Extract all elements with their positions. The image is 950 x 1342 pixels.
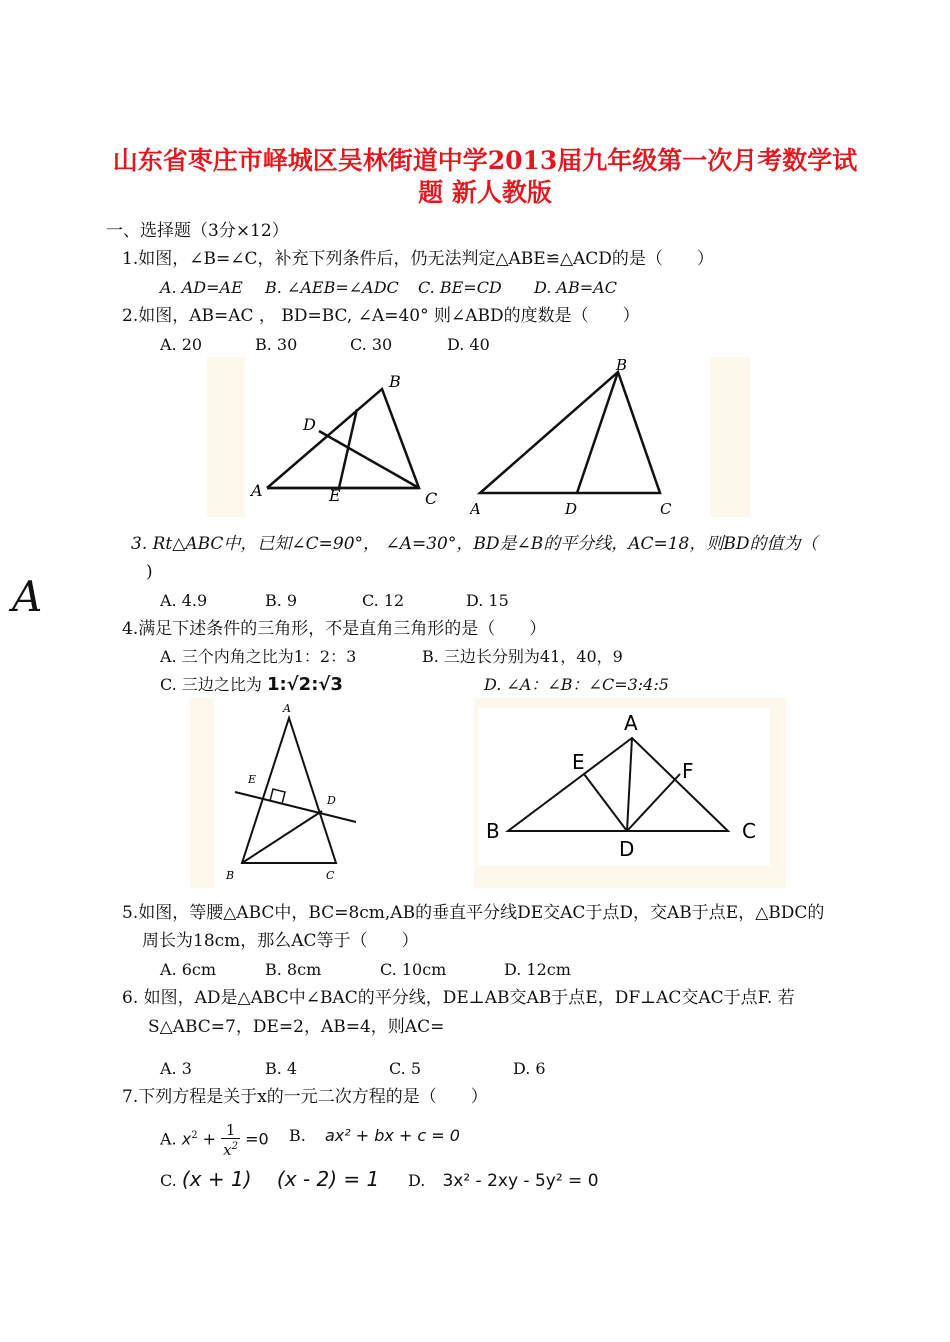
q3-option-b: B. 9 — [265, 591, 298, 610]
q7-option-b-prefix: B. — [289, 1126, 306, 1145]
q7-a-denominator — [221, 1139, 240, 1158]
q7-option-a — [160, 1118, 269, 1158]
q6-option-c: C. 5 — [389, 1059, 422, 1078]
fig2-label-b: B — [616, 357, 628, 374]
fig4-label-b: B — [486, 819, 500, 843]
q3-option-a: A. 4.9 — [160, 591, 208, 610]
figure-q1 — [207, 357, 467, 517]
page-title-line-1: 山东省枣庄市峄城区吴林街道中学2013届九年级第一次月考数学试 — [112, 146, 858, 175]
q7-a-x: x — [181, 1129, 192, 1149]
q7-option-d-prefix: D. — [408, 1171, 426, 1190]
q4-option-c-text: C. 三边之比为 — [160, 675, 262, 694]
q1-option-d: D. AB=AC — [534, 278, 617, 297]
q7-option-b — [289, 1125, 460, 1147]
question-5-stem-cont: 周长为18cm，那么AC等于（ ） — [142, 931, 419, 951]
fig1-label-b: B — [389, 372, 401, 391]
side-mark: A — [12, 572, 43, 621]
question-6-stem-cont: S△ABC=7，DE=2，AB=4，则AC= — [148, 1017, 445, 1037]
fig3-label-d: D — [327, 794, 336, 807]
q7-a-numerator: 1 — [221, 1122, 240, 1139]
page-title-line-2: 题 新人教版 — [418, 178, 552, 207]
q4-option-d: D. ∠A：∠B：∠C=3:4:5 — [484, 675, 669, 694]
question-3-stem: 3. Rt△ABC中，已知∠C=90°， ∠A=30°，BD是∠B的平分线，AC=18，则BD的值为（ — [131, 534, 818, 554]
q2-option-d: D. 40 — [447, 335, 490, 354]
figure-q5 — [190, 698, 370, 888]
fig4-label-f: F — [682, 759, 694, 783]
q5-option-a: A. 6cm — [160, 960, 217, 979]
q7-a-rhs: =0 — [245, 1129, 269, 1149]
fig1-label-c: C — [425, 489, 438, 508]
question-7-stem: 7.下列方程是关于x的一元二次方程的是（ ） — [122, 1087, 488, 1107]
q6-option-b: B. 4 — [265, 1059, 298, 1078]
q1-option-b: B. ∠AEB=∠ADC — [265, 278, 399, 297]
q7-a-exp: 2 — [191, 1130, 198, 1141]
q4-option-b: B. 三边长分别为41，40，9 — [422, 647, 623, 666]
figure-q6 — [474, 698, 786, 888]
fig3-label-c: C — [326, 869, 335, 882]
q7-option-a-prefix: A. — [160, 1129, 177, 1149]
fig4-label-c: C — [742, 819, 756, 843]
q7-a-den-x: x — [223, 1140, 232, 1159]
q3-option-d: D. 15 — [466, 591, 509, 610]
fig1-label-a: A — [251, 481, 263, 500]
question-1-stem: 1.如图，∠B=∠C，补充下列条件后，仍无法判定△ABE≌△ACD的是（ ） — [122, 249, 714, 269]
fig3-label-b: B — [226, 869, 235, 882]
q5-option-d: D. 12cm — [504, 960, 571, 979]
q2-option-b: B. 30 — [255, 335, 298, 354]
question-6-stem: 6. 如图，AD是△ABC中∠BAC的平分线，DE⊥AB交AB于点E，DF⊥AC交AC于点F. 若 — [122, 988, 795, 1008]
fig3-label-a: A — [283, 702, 291, 715]
fig1-label-d: D — [303, 415, 316, 434]
fig2-label-c: C — [660, 500, 672, 517]
question-5-stem: 5.如图，等腰△ABC中，BC=8cm,AB的垂直平分线DE交AC于点D，交AB于点E，△BDC的 — [122, 903, 825, 923]
q5-option-b: B. 8cm — [265, 960, 322, 979]
fig3-label-e: E — [248, 773, 257, 786]
fig2-label-a: A — [470, 500, 481, 517]
fig4-label-a: A — [624, 711, 638, 735]
q6-option-d: D. 6 — [513, 1059, 546, 1078]
fig4-label-e: E — [572, 750, 585, 774]
q7-option-d — [408, 1170, 599, 1192]
q7-d-equation: 3x² - 2xy - 5y² = 0 — [442, 1171, 599, 1191]
figure-q2 — [470, 357, 750, 517]
section-heading: 一、选择题（3分×12） — [106, 221, 289, 241]
q2-option-c: C. 30 — [350, 335, 393, 354]
question-4-stem: 4.满足下述条件的三角形，不是直角三角形的是（ ） — [122, 619, 547, 639]
q4-option-c — [160, 674, 343, 696]
q2-option-a: A. 20 — [160, 335, 203, 354]
q1-option-c: C. BE=CD — [418, 278, 502, 297]
q1-option-a: A. AD=AE — [160, 278, 243, 297]
q7-a-plus: + — [202, 1129, 217, 1149]
q6-option-a: A. 3 — [160, 1059, 192, 1078]
q3-option-c: C. 12 — [362, 591, 405, 610]
question-3-stem-cont: ) — [146, 562, 153, 582]
question-2-stem: 2.如图，AB=AC ， BD=BC, ∠A=40° 则∠ABD的度数是（ ） — [122, 306, 640, 326]
q7-a-den-exp: 2 — [231, 1140, 239, 1152]
q7-c-equation: (x + 1) (x - 2) = 1 — [181, 1167, 380, 1191]
fig4-label-d: D — [619, 837, 635, 861]
q7-option-c-prefix: C. — [160, 1171, 177, 1190]
q7-b-equation: ax² + bx + c = 0 — [324, 1126, 460, 1145]
fig2-label-d: D — [565, 500, 578, 517]
fig1-label-e: E — [329, 486, 341, 505]
q4-option-a: A. 三个内角之比为1：2：3 — [160, 647, 357, 666]
q5-option-c: C. 10cm — [380, 960, 447, 979]
q4-ratio: 1:√2:√3 — [266, 674, 343, 695]
q7-option-c — [160, 1168, 379, 1192]
q7-a-fraction — [221, 1122, 240, 1158]
